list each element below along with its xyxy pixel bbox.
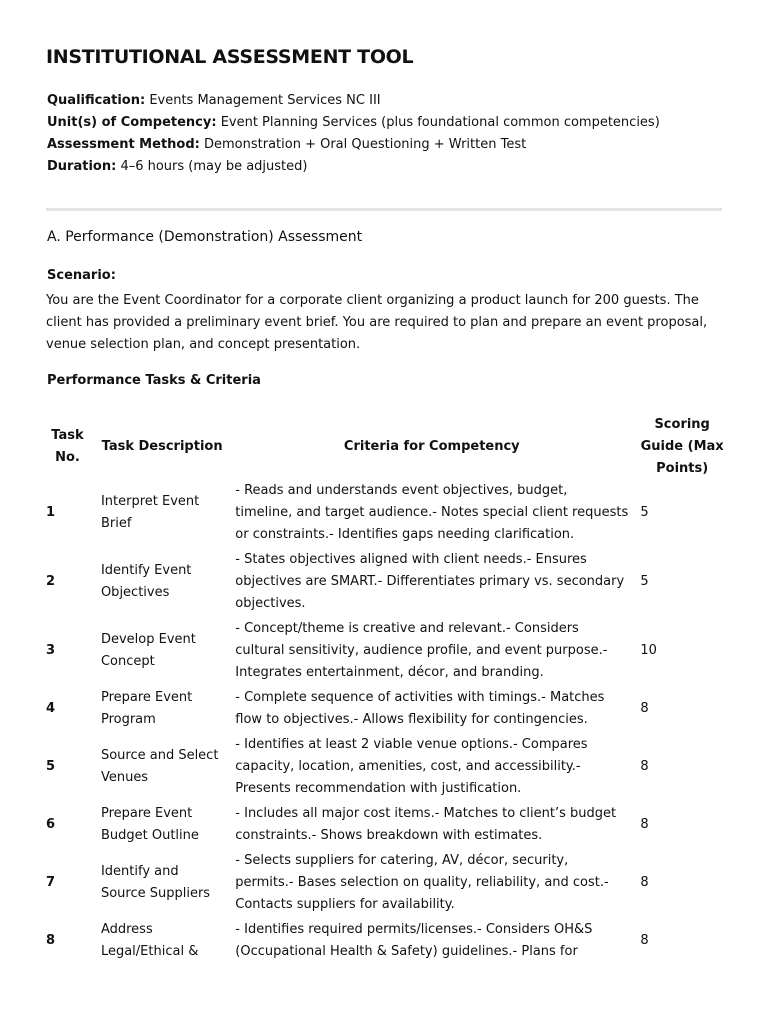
meta-value: Event Planning Services (plus foundational common competencies)	[220, 115, 660, 130]
horizontal-divider	[46, 208, 722, 211]
task-description: Prepare Event Program	[100, 690, 193, 727]
meta-label: Unit(s) of Competency:	[47, 115, 217, 130]
task-description: Source and Select Venues	[100, 748, 219, 785]
meta-label: Qualification:	[47, 93, 146, 108]
task-criteria: - Identifies required permits/licenses.- Considers OH&S (Occupational Health & Safety) guidelines.- Plans for	[235, 922, 593, 959]
meta-duration	[47, 156, 660, 178]
table-row	[40, 480, 730, 549]
document-title: INSTITUTIONAL ASSESSMENT TOOL	[46, 46, 414, 68]
task-score: 10	[640, 643, 657, 658]
task-number: 5	[46, 759, 56, 774]
task-score: 5	[640, 505, 649, 520]
meta-units	[47, 112, 660, 134]
task-criteria: - Identifies at least 2 viable venue options.- Compares capacity, location, amenities, cost, and accessibility.- Presents recommendation with justification.	[235, 737, 588, 796]
task-description: Prepare Event Budget Outline	[100, 806, 199, 843]
task-description: Interpret Event Brief	[100, 494, 200, 531]
task-description: Identify and Source Suppliers	[100, 864, 211, 901]
performance-tasks-label: Performance Tasks & Criteria	[47, 373, 261, 388]
meta-label: Assessment Method:	[47, 137, 200, 152]
task-criteria: - Includes all major cost items.- Matches to client’s budget constraints.- Shows breakdown with estimates.	[235, 806, 617, 843]
task-score: 8	[640, 759, 649, 774]
table-row	[40, 850, 730, 919]
task-criteria: - Concept/theme is creative and relevant.- Considers cultural sensitivity, audience profile, and event purpose.- Integrates entertainment, décor, and branding.	[235, 621, 608, 680]
meta-label: Duration:	[47, 159, 117, 174]
meta-value: 4–6 hours (may be adjusted)	[120, 159, 308, 174]
task-score: 8	[640, 875, 649, 890]
task-score: 5	[640, 574, 649, 589]
meta-value: Events Management Services NC III	[149, 93, 381, 108]
task-number: 6	[46, 817, 56, 832]
meta-method	[47, 134, 660, 156]
task-criteria: - Complete sequence of activities with timings.- Matches flow to objectives.- Allows flexibility for contingencies.	[235, 690, 605, 727]
task-description: Address Legal/Ethical &	[100, 922, 199, 959]
table-header-row	[40, 414, 730, 480]
meta-qualification	[47, 90, 660, 112]
header-task-description: Task Description	[101, 439, 223, 454]
scenario-text: You are the Event Coordinator for a corporate client organizing a product launch for 200 guests. The client has provided a preliminary event brief. You are required to plan and prepare an event proposal, venue selection plan, and concept presentation.	[46, 293, 708, 352]
table-row	[40, 803, 730, 850]
performance-tasks-table	[40, 414, 730, 966]
table-row	[40, 734, 730, 803]
task-criteria: - Selects suppliers for catering, AV, décor, security, permits.- Bases selection on quality, reliability, and cost.- Contacts suppliers for availability.	[235, 853, 609, 912]
task-criteria: - States objectives aligned with client needs.- Ensures objectives are SMART.- Differentiates primary vs. secondary objectives.	[235, 552, 625, 611]
task-number: 3	[46, 643, 56, 658]
section-title: A. Performance (Demonstration) Assessment	[47, 229, 363, 245]
task-score: 8	[640, 933, 649, 948]
header-scoring-guide: Scoring Guide (Max Points)	[640, 417, 724, 476]
task-number: 7	[46, 875, 56, 890]
task-score: 8	[640, 701, 649, 716]
task-number: 8	[46, 933, 56, 948]
assessment-meta	[47, 90, 660, 178]
task-description: Identify Event Objectives	[100, 563, 192, 600]
task-number: 1	[46, 505, 56, 520]
meta-value: Demonstration + Oral Questioning + Written Test	[204, 137, 527, 152]
table-row	[40, 687, 730, 734]
table-row	[40, 549, 730, 618]
task-description: Develop Event Concept	[100, 632, 196, 669]
scenario-label: Scenario:	[47, 268, 116, 283]
task-number: 2	[46, 574, 56, 589]
header-task-no: Task No.	[51, 428, 84, 465]
task-score: 8	[640, 817, 649, 832]
table-row	[40, 919, 730, 966]
task-criteria: - Reads and understands event objectives, budget, timeline, and target audience.- Notes special client requests or constraints.- Identifies gaps needing clarification.	[235, 483, 629, 542]
header-criteria: Criteria for Competency	[343, 439, 520, 454]
task-number: 4	[46, 701, 56, 716]
table-row	[40, 618, 730, 687]
